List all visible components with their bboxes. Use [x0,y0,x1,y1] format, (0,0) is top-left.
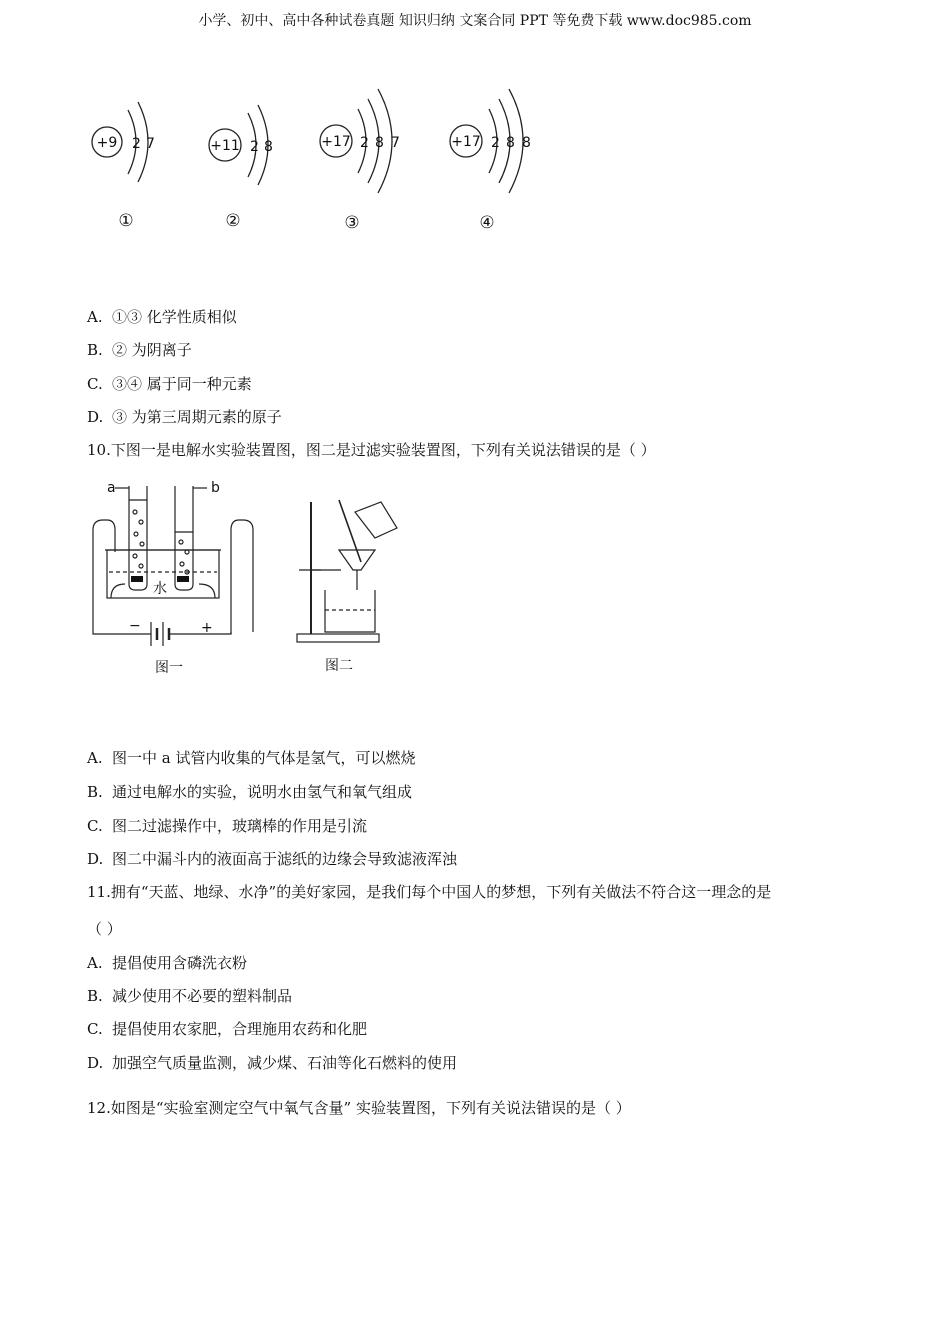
q11-option-b: B. 减少使用不必要的塑料制品 [87,987,293,1005]
q9-option-d: D. ③ 为第三周期元素的原子 [87,408,282,426]
q10-figures [85,472,425,687]
atom-2-label: ② [225,211,241,231]
q11-option-d: D. 加强空气质量监测，减少煤、石油等化石燃料的使用 [87,1054,458,1072]
q10-option-a: A. 图一中 a 试管内收集的气体是氢气，可以燃烧 [87,749,416,767]
q10-option-b: B. 通过电解水的实验，说明水由氢气和氧气组成 [87,783,413,801]
atom-1-shell-1: 2 [132,136,141,152]
fig1-label-b: b [211,480,220,496]
atom-1-label: ① [118,211,134,231]
atom-4-label: ④ [479,213,495,233]
atom-1-nucleus: +9 [96,135,118,151]
q11-stem: 11.拥有“天蓝、地绿、水净”的美好家园，是我们每个中国人的梦想，下列有关做法不符合这一理念的是 [87,883,772,901]
atom-2-nucleus: +11 [210,138,240,154]
page-header: 小学、初中、高中各种试卷真题 知识归纳 文案合同 PPT 等免费下载 www.doc985.com [198,13,752,29]
fig2-caption: 图二 [325,658,353,674]
atom-structure-diagrams [80,80,550,240]
fig1-plus-sign: + [201,620,213,636]
q11-option-a: A. 提倡使用含磷洗衣粉 [87,954,248,972]
q10-option-c: C. 图二过滤操作中，玻璃棒的作用是引流 [87,817,368,835]
atom-3-shell-2: 8 [375,135,384,151]
atom-2-shell-1: 2 [250,139,259,155]
atom-4-shell-2: 8 [506,135,515,151]
fig1-water-label: 水 [153,581,167,597]
atom-3-shell-3: 7 [391,135,400,151]
atom-3-label: ③ [344,213,360,233]
atom-4-shell-3: 8 [522,135,531,151]
q11-option-c: C. 提倡使用农家肥，合理施用农药和化肥 [87,1020,368,1038]
atom-3-nucleus: +17 [321,134,351,150]
q11-answer-paren: （ ） [87,920,122,938]
fig1-label-a: a [107,480,116,496]
atom-3-shell-1: 2 [360,135,369,151]
q12-stem: 12.如图是“实验室测定空气中氧气含量” 实验装置图，下列有关说法错误的是（ ） [87,1099,631,1117]
fig1-minus-sign: − [129,618,141,634]
atom-4-shell-1: 2 [491,135,500,151]
atom-2-shell-2: 8 [264,139,273,155]
q9-option-a: A. ①③ 化学性质相似 [87,308,237,326]
q9-option-c: C. ③④ 属于同一种元素 [87,375,252,393]
fig1-caption: 图一 [155,660,183,676]
atom-4-nucleus: +17 [451,134,481,150]
q10-option-d: D. 图二中漏斗内的液面高于滤纸的边缘会导致滤液浑浊 [87,850,458,868]
q9-option-b: B. ② 为阴离子 [87,341,192,359]
q10-stem: 10.下图一是电解水实验装置图，图二是过滤实验装置图，下列有关说法错误的是（ ） [87,441,656,459]
atom-1-shell-2: 7 [146,136,155,152]
